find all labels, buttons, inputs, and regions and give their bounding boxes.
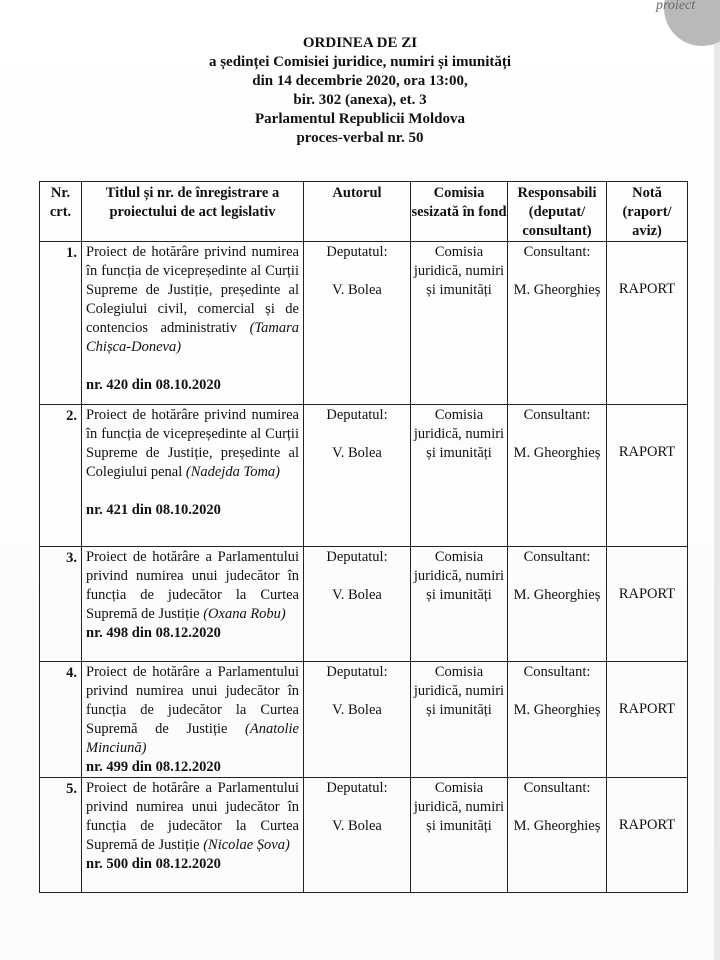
author-name: V. Bolea (332, 587, 382, 603)
draft-badge-label: proiect (656, 0, 696, 13)
responsible-label: Consultant: (523, 780, 591, 796)
responsible-cell (508, 405, 607, 547)
table-row (40, 547, 688, 662)
table-row (40, 242, 688, 405)
responsible-name: M. Gheorghieș (513, 818, 601, 834)
column-header-responsible: Responsabili (deputat/ consultant) (508, 182, 607, 242)
responsible-cell (508, 778, 607, 893)
header-minutes: proces-verbal nr. 50 (296, 130, 424, 146)
table-header-row (40, 182, 688, 242)
document-header (0, 34, 720, 148)
header-date: din 14 decembrie 2020, ora 13:00, (252, 73, 468, 89)
project-title-cell (82, 242, 304, 405)
note-value: RAPORT (618, 281, 676, 297)
project-title-cell (82, 662, 304, 778)
registration-number: nr. 421 din 08.10.2020 (86, 502, 221, 518)
author-label: Deputatul: (326, 407, 388, 423)
header-room: bir. 302 (anexa), et. 3 (293, 92, 427, 108)
column-header-title: Titlul și nr. de înregistrare a proiectului de act legislativ (82, 182, 304, 242)
note-cell (607, 547, 688, 662)
author-label: Deputatul: (326, 549, 388, 565)
author-cell (304, 662, 411, 778)
registration-number: nr. 499 din 08.12.2020 (86, 759, 221, 775)
author-label: Deputatul: (326, 780, 388, 796)
responsible-name: M. Gheorghieș (513, 702, 601, 718)
author-label: Deputatul: (326, 664, 388, 680)
row-number: 3. (40, 547, 82, 662)
author-cell (304, 405, 411, 547)
project-nominee: (Tamara Chișca-Doneva) (86, 320, 299, 355)
responsible-cell (508, 242, 607, 405)
note-cell (607, 662, 688, 778)
responsible-label: Consultant: (523, 407, 591, 423)
project-title: Proiect de hotărâre a Parlamentului privind numirea unui judecător în funcția de judecător la Curtea Supremă de Justiție (86, 780, 299, 853)
note-value: RAPORT (618, 701, 676, 717)
responsible-cell (508, 547, 607, 662)
project-title: Proiect de hotărâre privind numirea în funcția de vicepreședinte al Curții Supreme de Justiție, președinte al Colegiului penal (86, 407, 299, 480)
project-nominee: (Nadejda Toma) (185, 464, 280, 480)
note-value: RAPORT (618, 586, 676, 602)
committee-cell: Comisia juridică, numiri și imunități (411, 405, 508, 547)
row-number: 5. (40, 778, 82, 893)
row-number: 1. (40, 242, 82, 405)
note-cell (607, 778, 688, 893)
responsible-name: M. Gheorghieș (513, 282, 601, 298)
author-name: V. Bolea (332, 702, 382, 718)
responsible-label: Consultant: (523, 244, 591, 260)
responsible-name: M. Gheorghieș (513, 445, 601, 461)
note-value: RAPORT (618, 817, 676, 833)
row-number: 2. (40, 405, 82, 547)
author-cell (304, 778, 411, 893)
registration-number: nr. 420 din 08.10.2020 (86, 377, 221, 393)
note-cell (607, 242, 688, 405)
column-header-committee: Comisia sesizată în fond (411, 182, 508, 242)
column-header-note: Notă (raport/ aviz) (607, 182, 688, 242)
table-row (40, 778, 688, 893)
author-name: V. Bolea (332, 818, 382, 834)
header-institution: Parlamentul Republicii Moldova (255, 111, 465, 127)
project-nominee: (Nicolae Șova) (203, 837, 290, 853)
note-value: RAPORT (618, 444, 676, 460)
project-title-cell (82, 778, 304, 893)
registration-number: nr. 498 din 08.12.2020 (86, 625, 221, 641)
row-number: 4. (40, 662, 82, 778)
author-label: Deputatul: (326, 244, 388, 260)
author-name: V. Bolea (332, 445, 382, 461)
table-row (40, 662, 688, 778)
committee-cell: Comisia juridică, numiri și imunități (411, 547, 508, 662)
column-header-author: Autorul (304, 182, 411, 242)
project-title-cell (82, 547, 304, 662)
header-title: ORDINEA DE ZI (302, 35, 418, 51)
agenda-table (39, 181, 688, 893)
committee-cell: Comisia juridică, numiri și imunități (411, 662, 508, 778)
committee-cell: Comisia juridică, numiri și imunități (411, 242, 508, 405)
author-name: V. Bolea (332, 282, 382, 298)
responsible-name: M. Gheorghieș (513, 587, 601, 603)
project-nominee: (Oxana Robu) (203, 606, 286, 622)
project-title: Proiect de hotărâre a Parlamentului privind numirea unui judecător în funcția de judecător la Curtea Supremă de Justiție (86, 549, 299, 622)
committee-cell: Comisia juridică, numiri și imunități (411, 778, 508, 893)
project-nominee: (Anatolie Minciună) (86, 721, 299, 756)
responsible-cell (508, 662, 607, 778)
author-cell (304, 242, 411, 405)
project-title: Proiect de hotărâre privind numirea în funcția de vicepreședinte al Curții Supreme de Justiție, președinte al Colegiului civil, comercial și de contencios administrativ (86, 244, 299, 336)
column-header-nr: Nr. crt. (40, 182, 82, 242)
note-cell (607, 405, 688, 547)
header-meeting: a ședinței Comisiei juridice, numiri și imunități (208, 54, 512, 70)
responsible-label: Consultant: (523, 549, 591, 565)
project-title-cell (82, 405, 304, 547)
table-row (40, 405, 688, 547)
responsible-label: Consultant: (523, 664, 591, 680)
registration-number: nr. 500 din 08.12.2020 (86, 856, 221, 872)
author-cell (304, 547, 411, 662)
project-title: Proiect de hotărâre a Parlamentului privind numirea unui judecător în funcția de judecător la Curtea Supremă de Justiție (86, 664, 299, 737)
